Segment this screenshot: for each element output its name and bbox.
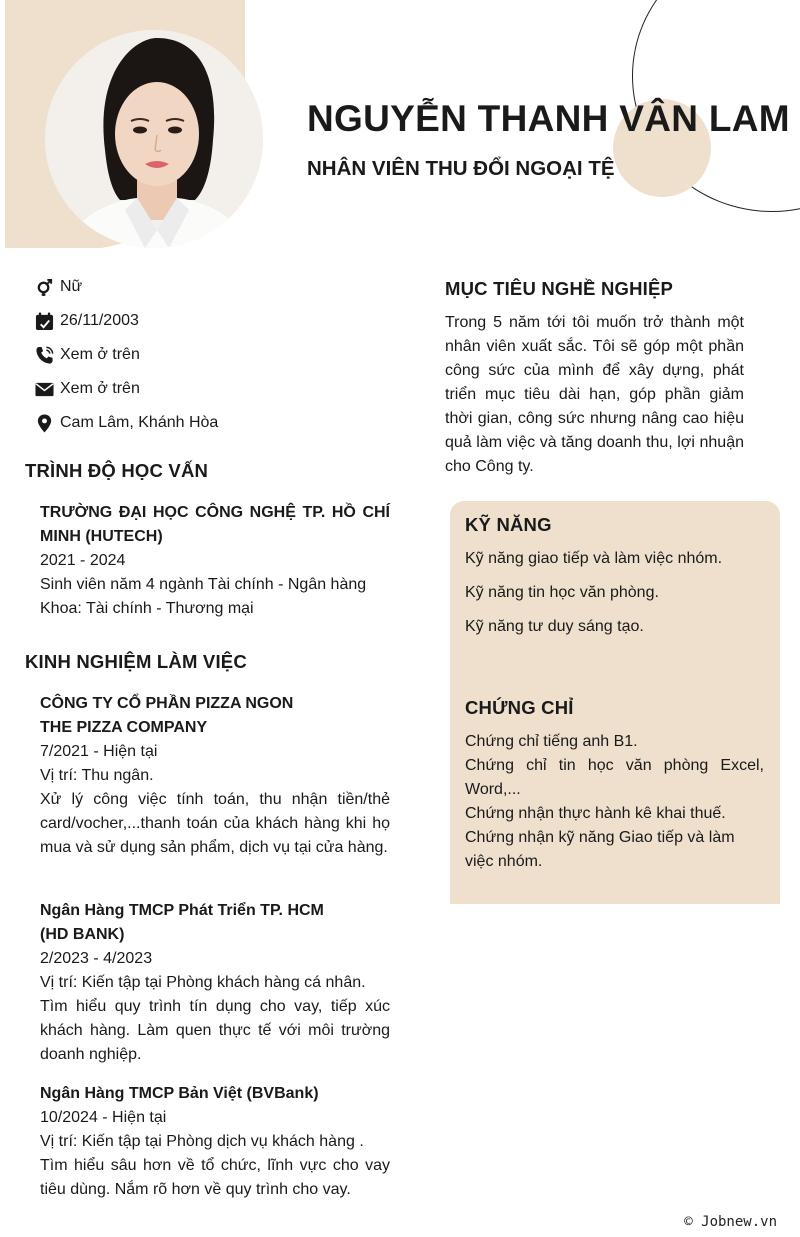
job-1-company: CÔNG TY CỔ PHẦN PIZZA NGON (40, 695, 294, 712)
skill-item: Kỹ năng tin học văn phòng. (465, 584, 659, 601)
certificate-item: Chứng nhận kỹ năng Giao tiếp và làm việc nhóm. (465, 829, 735, 870)
contact-email-text: Xem ở trên (60, 380, 140, 397)
job-2-company-short: (HD BANK) (40, 926, 125, 943)
contact-email (34, 377, 140, 401)
education-faculty: Khoa: Tài chính - Thương mại (40, 600, 254, 617)
certificate-item: Chứng chỉ tiếng anh B1. (465, 733, 638, 750)
education-period: 2021 - 2024 (40, 552, 126, 569)
job-title: NHÂN VIÊN THU ĐỔI NGOẠI TỆ (307, 157, 615, 180)
job-2-company: Ngân Hàng TMCP Phát Triển TP. HCM (40, 902, 324, 919)
education-title: TRÌNH ĐỘ HỌC VẤN (25, 460, 209, 481)
job-1-period: 7/2021 - Hiện tại (40, 743, 158, 760)
certificate-item: Chứng chỉ tin học văn phòng Excel, Word,... (465, 757, 764, 798)
certificates-title: CHỨNG CHỈ (465, 697, 574, 718)
map-pin-icon (34, 413, 54, 433)
experience-title: KINH NGHIỆM LÀM VIỆC (25, 651, 247, 672)
contact-birthday (34, 309, 139, 333)
job-1-position: Vị trí: Thu ngân. (40, 767, 154, 784)
calendar-icon (34, 311, 54, 331)
skills-title: KỸ NĂNG (465, 514, 552, 535)
job-3-description: Tìm hiểu sâu hơn về tổ chức, lĩnh vực cho vay tiêu dùng. Nắm rõ hơn về quy trình cho vay. (40, 1157, 390, 1198)
contact-gender-text: Nữ (60, 278, 83, 295)
objective-text: Trong 5 năm tới tôi muốn trở thành một nhân viên xuất sắc. Tôi sẽ góp một phần công sức của mình để xây dựng, phát triển mục tiêu dài hạn, góp phần giảm thời gian, công sức nhưng nâng cao hiệu quả làm việc và tăng doanh thu, lợi nhuận cho Công ty. (445, 314, 744, 475)
candidate-name: NGUYỄN THANH VÂN LAM (307, 98, 790, 139)
certificate-item: Chứng nhận thực hành kê khai thuế. (465, 805, 726, 822)
contact-phone-text: Xem ở trên (60, 346, 140, 363)
contact-address (34, 411, 218, 435)
job-1-description: Xử lý công việc tính toán, thu nhận tiền/thẻ card/vocher,...thanh toán của khách hàng khi họ mua và sử dụng sản phẩm, dịch vụ tại cửa hàng. (40, 791, 390, 856)
education-school: TRƯỜNG ĐẠI HỌC CÔNG NGHỆ TP. HỒ CHÍ MINH (HUTECH) (40, 504, 390, 545)
job-3-period: 10/2024 - Hiện tại (40, 1109, 167, 1126)
objective-title: MỤC TIÊU NGHỀ NGHIỆP (445, 278, 674, 299)
job-2-description: Tìm hiểu quy trình tín dụng cho vay, tiếp xúc khách hàng. Làm quen thực tế với môi trường doanh nghiệp. (40, 998, 390, 1063)
contact-phone (34, 343, 140, 367)
envelope-icon (34, 379, 54, 399)
job-3-position: Vị trí: Kiến tập tại Phòng dịch vụ khách hàng . (40, 1133, 364, 1150)
contact-gender (34, 275, 82, 299)
job-2-position: Vị trí: Kiến tập tại Phòng khách hàng cá nhân. (40, 974, 366, 991)
skill-item: Kỹ năng tư duy sáng tạo. (465, 618, 644, 635)
profile-photo (45, 30, 263, 248)
job-1-company-brand: THE PIZZA COMPANY (40, 719, 208, 736)
gender-icon (34, 277, 54, 297)
education-detail: Sinh viên năm 4 ngành Tài chính - Ngân hàng (40, 576, 367, 593)
job-2-period: 2/2023 - 4/2023 (40, 950, 153, 967)
job-3-company: Ngân Hàng TMCP Bản Việt (BVBank) (40, 1085, 319, 1102)
footer-credit: © Jobnew.vn (684, 1214, 777, 1230)
phone-icon (34, 345, 54, 365)
contact-birthday-text: 26/11/2003 (60, 312, 139, 329)
skill-item: Kỹ năng giao tiếp và làm việc nhóm. (465, 550, 723, 567)
contact-address-text: Cam Lâm, Khánh Hòa (60, 414, 219, 431)
